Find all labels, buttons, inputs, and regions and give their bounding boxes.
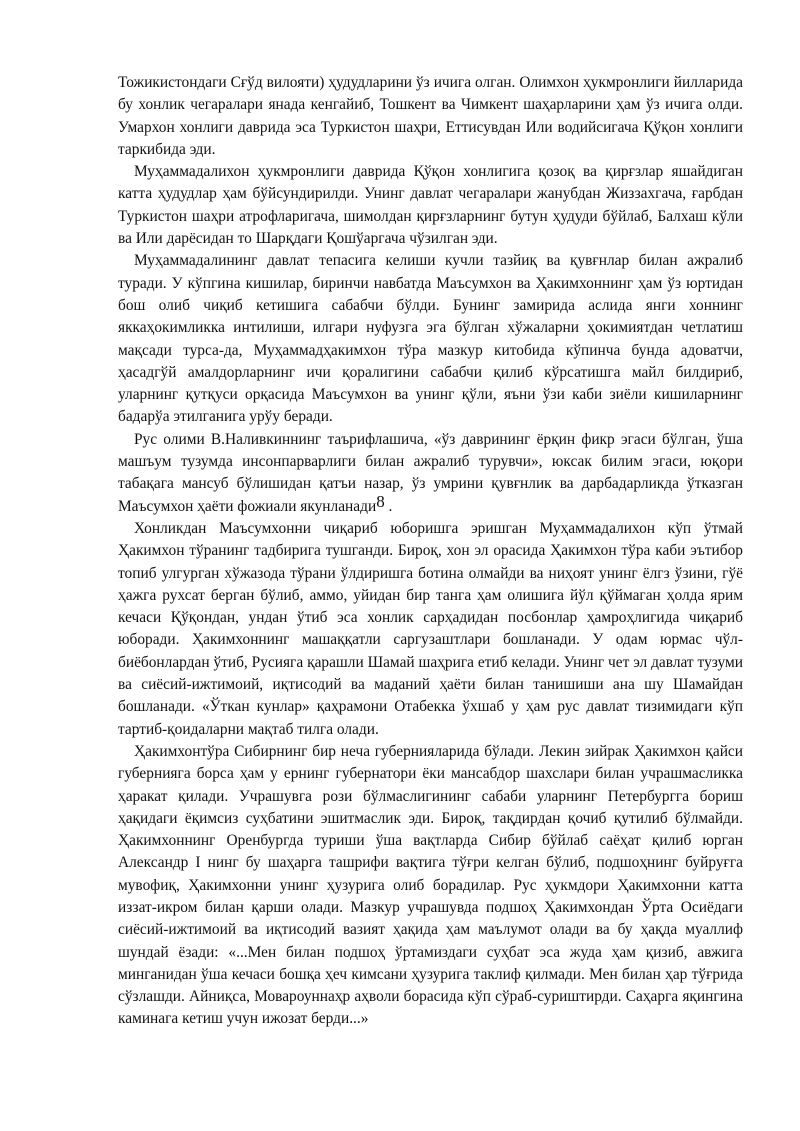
paragraph: Тожикистондаги Сғўд вилояти) ҳудудларини ўз ичига олган. Олимхон ҳукмронлиги йилларида бу хонлик чегаралари янада кенгайиб, Тошкент ва Чимкент шаҳарларини ҳам ўз ичига олди. Умархон хонлиги даврида эса Туркистон шаҳри, Еттисувдан Или водийсигача Қўқон хонлиги таркибида эди. — [118, 74, 743, 158]
paragraph: Хонликдан Маъсумхонни чиқариб юборишга эришган Муҳаммадалихон кўп ўтмай Ҳакимхон тўранинг тадбирига тушганди. Бироқ, хон эл орасида Ҳакимхон тўра каби эътибор топиб улгурган хўжазода тўрани ўлдиришга ботина олмайди ва ниҳоят унинг ёлгз ўзини, гўё ҳажга рухсат берган бўлиб, аммо, уйидан бир танга ҳам олишига йўл қўймаган ҳолда ярим кечаси Қўқондан, ундан ўтиб эса хонлик сарҳадидан посбонлар ҳамроҳлигида чиқариб юборади. Ҳакимхоннинг машаққатли саргузаштлари бошланади. У одам юрмас чўл-биёбонлардан ўтиб, Русияга қарашли Шамай шаҳрига етиб келади. Унинг чет эл давлат тузуми ва сиёсий-ижтимоий, иқтисодий ва маданий ҳаёти билан танишиши ана шу Шамайдан бошланади. «Ўткан кунлар» қаҳрамони Отабекка ўхшаб у ҳам рус давлат тизимидаги кўп тартиб-қоидаларни мақтаб тилга олади. — [118, 519, 743, 738]
footnote-reference: 8 — [376, 491, 385, 511]
paragraph-text-tail: . — [384, 497, 393, 515]
document-page — [118, 72, 743, 1031]
paragraph-with-footnote — [118, 429, 743, 518]
paragraph-text: Рус олими В.Наливкиннинг таърифлашича, «ўз даврининг ёрқин фикр эгаси бўлган, ўша машъум тузумда инсонпарварлиги билан ажралиб турувчи», юксак билим эгаси, юқори табақага мансуб бўлишидан қатъи назар, ўз умрини қувғнлик ва дарбадарликда ўтказган Маъсумхон ҳаёти фожиали якунланади — [118, 430, 743, 515]
paragraph: Ҳакимхонтўра Сибирнинг бир неча губернияларида бўлади. Лекин зийрак Ҳакимхон қайси губернияга борса ҳам у ернинг губернатори ёки мансабдор шахслари билан учрашмасликка ҳаракат қилади. Учрашувга рози бўлмаслигининг сабаби уларнинг Петербургга бориш ҳақидаги ёқимсиз суҳбатини эшитмаслик эди. Бироқ, тақдирдан қочиб қутилиб бўлмайди. Ҳакимхоннинг Оренбургда туриши ўша вақтларда Сибир бўйлаб саёҳат қилиб юрган Александр I нинг бу шаҳарга ташрифи вақтига тўғри келган бўлиб, подшоҳнинг буйруғга мувофиқ, Ҳакимхонни унинг ҳузурига олиб борадилар. Рус ҳукмдори Ҳакимхонни катта иззат-икром билан қарши олади. Мазкур учрашувда подшоҳ Ҳакимхондан Ўрта Осиёдаги сиёсий-ижтимоий ва иқтисодий вазият ҳақида ҳам маълумот олади ва бу ҳақда муаллиф шундай ёзади: «...Мен билан подшоҳ ўртамиздаги суҳбат эса жуда ҳам қизиб, авжига минганидан ўша кечаси бошқа ҳеч кимсани ҳузурига таклиф қилмади. Мен билан ҳар тўғрида сўзлашди. Айниқса, Мовароуннаҳр аҳволи борасида кўп сўраб-суриштирди. Саҳарга яқингина каминага кетиш учун ижозат берди...» — [118, 742, 743, 1028]
paragraph: Муҳаммадалининг давлат тепасига келиши кучли тазйиқ ва қувғнлар билан ажралиб туради. У кўпгина кишилар, биринчи навбатда Маъсумхон ва Ҳакимхоннинг ҳам ўз юртидан бош олиб чиқиб кетишига сабабчи бўлди. Бунинг замирида аслида янги хоннинг яккаҳокимликка интилиши, илгари нуфузга эга бўлган хўжаларни ҳокимиятдан четлатиш мақсади турса-да, Муҳаммадҳакимхон тўра мазкур китобида кўпинча бунда адоватчи, ҳасадгўй амалдорларнинг ичи қоралигини сабабчи қилиб кўрсатишга майл билдириб, уларнинг қутқуси орқасида Маъсумхон ва унинг қўли, яъни ўзи каби зиёли кишиларнинг бадарўа этилганига урўу беради. — [118, 252, 743, 426]
paragraph: Муҳаммадалихон ҳукмронлиги даврида Қўқон хонлигига қозоқ ва қирғзлар яшайдиган катта ҳудудлар ҳам бўйсундирилди. Унинг давлат чегаралари жанубдан Жиззахгача, ғарбдан Туркистон шаҳри атрофларигача, шимолдан қирғзларнинг бутун ҳудуди бўйлаб, Балхаш кўли ва Или дарёсидан то Шарқдаги Қошўаргача чўзилган эди. — [118, 163, 743, 248]
